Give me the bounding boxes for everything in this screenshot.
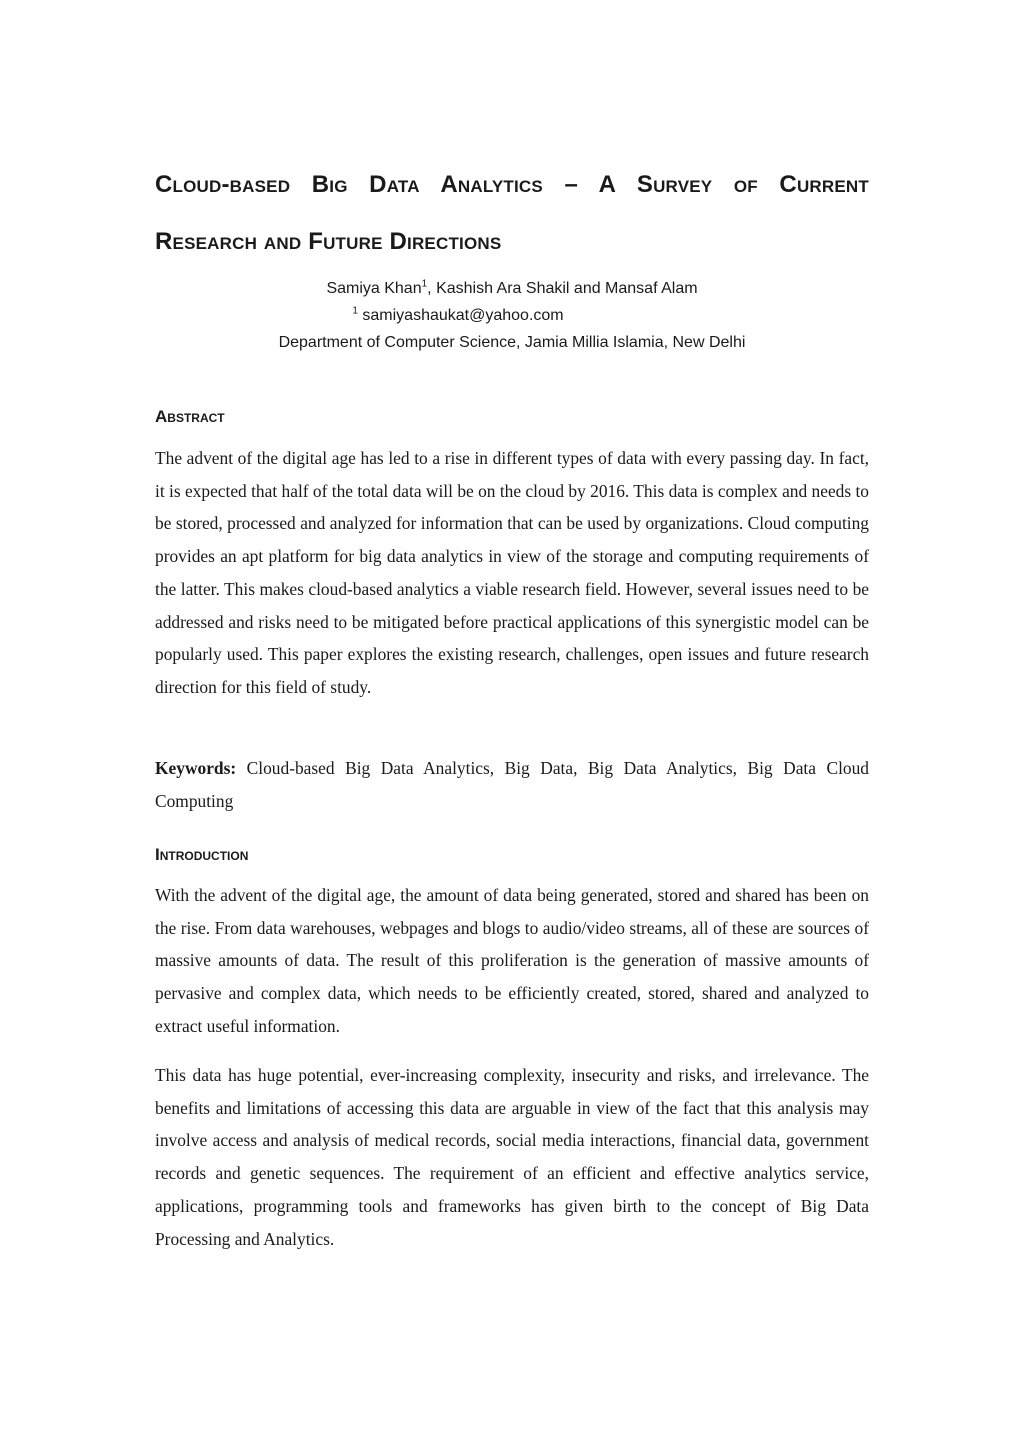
paper-title-line-2: Research and Future Directions: [155, 228, 502, 255]
introduction-paragraph-1: With the advent of the digital age, the amount of data being generated, stored and shared has been on the rise. From data warehouses, webpages and blogs to audio/video streams, all of these are sources of massive amounts of data. The result of this proliferation is the generation of massive amounts of pervasive and complex data, which needs to be efficiently created, stored, shared and analyzed to extract useful information.: [155, 885, 869, 1036]
keywords-label: Keywords:: [155, 758, 237, 778]
other-authors: , Kashish Ara Shakil and Mansaf Alam: [427, 280, 698, 297]
author-list: [155, 278, 869, 297]
author-affiliation: Department of Computer Science, Jamia Millia Islamia, New Delhi: [278, 334, 746, 351]
abstract-heading: Abstract: [155, 407, 225, 426]
introduction-paragraph-2: This data has huge potential, ever-increasing complexity, insecurity and risks, and irrelevance. The benefits and limitations of accessing this data are arguable in view of the fact that this analysis may involve access and analysis of medical records, social media interactions, financial data, government records and genetic sequences. The requirement of an efficient and effective analytics service, applications, programming tools and frameworks has given birth to the concept of Big Data Processing and Analytics.: [155, 1065, 869, 1249]
keywords-paragraph: [155, 752, 869, 817]
keywords-text: Cloud-based Big Data Analytics, Big Data, Big Data Analytics, Big Data Cloud Computing: [155, 758, 869, 811]
introduction-heading: Introduction: [155, 845, 249, 864]
paper-title-line-1: Cloud-based Big Data Analytics – A Survey of Current: [155, 171, 869, 198]
author-email: samiyashaukat@yahoo.com: [362, 307, 564, 324]
author-email-line: [101, 305, 815, 324]
first-author: Samiya Khan: [326, 280, 422, 297]
abstract-text: The advent of the digital age has led to a rise in different types of data with every passing day. In fact, it is expected that half of the total data will be on the cloud by 2016. This data is complex and needs to be stored, processed and analyzed for information that can be used by organizations. Cloud computing provides an apt platform for big data analytics in view of the storage and computing requirements of the latter. This makes cloud-based analytics a viable research field. However, several issues need to be addressed and risks need to be mitigated before practical applications of this synergistic model can be popularly used. This paper explores the existing research, challenges, open issues and future research direction for this field of study.: [155, 448, 869, 697]
email-affiliation-mark: 1: [352, 305, 358, 317]
first-author-affiliation-mark: 1: [421, 278, 428, 290]
